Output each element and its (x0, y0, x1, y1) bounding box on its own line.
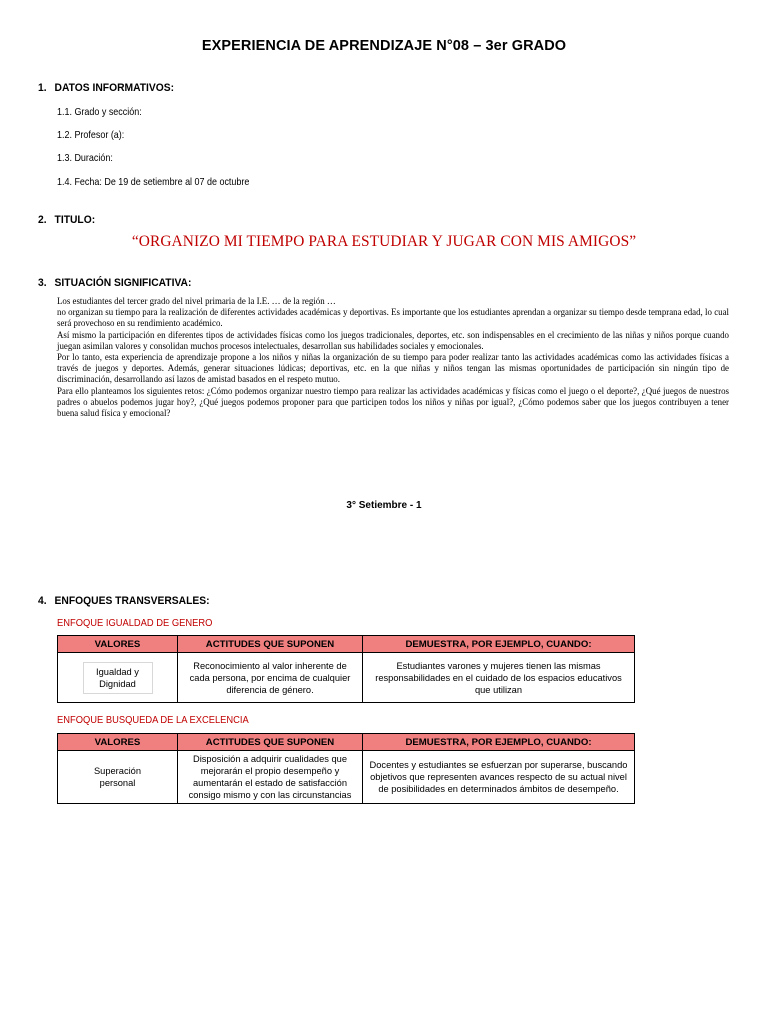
section-number: 2. (38, 214, 47, 226)
section-label: ENFOQUES TRANSVERSALES: (54, 595, 210, 607)
valor-cell (58, 653, 178, 703)
header-valores: VALORES (58, 636, 178, 653)
valor-text: Superación personal (93, 766, 142, 788)
table-row (58, 653, 635, 703)
situacion-paragraph: Los estudiantes del tercer grado del nivel primaria de la I.E. … de la región … (57, 296, 336, 306)
situacion-paragraph: Para ello planteamos los siguientes retos: ¿Cómo podemos organizar nuestro tiempo para realizar las actividades académicas y físicas como el juego o el deporte?, ¿Qué juegos de nuestros padres o abuelos podemos jugar hoy?, ¿Qué juegos podemos proponer para que participen todos los niños y niñas por igual?, ¿Cómo podemos saber que los juegos contribuyen a tener buena salud física y emocional? (57, 385, 729, 419)
section-label: DATOS INFORMATIVOS: (54, 82, 175, 94)
section-situacion-heading (38, 277, 191, 289)
header-actitudes: ACTITUDES QUE SUPONEN (178, 636, 363, 653)
enfoque-excelencia-table (57, 733, 635, 804)
header-demuestra: DEMUESTRA, POR EJEMPLO, CUANDO: (363, 734, 635, 751)
header-demuestra: DEMUESTRA, POR EJEMPLO, CUANDO: (363, 636, 635, 653)
header-actitudes: ACTITUDES QUE SUPONEN (178, 734, 363, 751)
situacion-text (57, 296, 729, 419)
valor-cell (58, 751, 178, 804)
info-grado: 1.1. Grado y sección: (57, 107, 142, 118)
actitud-cell: Reconocimiento al valor inherente de cada persona, por encima de cualquier diferencia de género. (178, 653, 363, 703)
enfoque-excelencia-title: ENFOQUE BUSQUEDA DE LA EXCELENCIA (57, 715, 249, 726)
document-title: EXPERIENCIA DE APRENDIZAJE N°08 – 3er GRADO (201, 38, 567, 54)
section-number: 4. (38, 595, 47, 607)
table-header-row (58, 734, 635, 751)
section-number: 3. (38, 277, 47, 289)
situacion-paragraph: Por lo tanto, esta experiencia de aprendizaje propone a los niños y niñas la organización de su tiempo para poder realizar tanto las actividades académicas como las actividades físicas a través de juegos y deportes. Además, generar situaciones lúdicas; deportivas, etc. en la que niñas y niños tengan las mismas oportunidades de participación sin ningún tipo de discriminación, desarrollando así lazos de amistad basados en el respeto mutuo. (57, 352, 729, 385)
section-titulo-heading (38, 214, 95, 226)
situacion-paragraph: Así mismo la participación en diferentes tipos de actividades físicas como los juegos tradicionales, deportes, etc. son indispensables en el crecimiento de las niñas y niños porque cuando juegan asimilan valores y consolidan muchos procesos intelectuales, desarrollan sus habilidades sociales y emocionales. (57, 329, 729, 351)
experience-title: “ORGANIZO MI TIEMPO PARA ESTUDIAR Y JUGAR CON MIS AMIGOS” (131, 233, 637, 250)
info-profesor: 1.2. Profesor (a): (57, 130, 125, 141)
section-enfoques-heading (38, 595, 210, 607)
page-footer-note: 3° Setiembre - 1 (346, 500, 422, 511)
situacion-paragraph: no organizan su tiempo para la realización de diferentes actividades académicas y deportivas. Es importante que los estudiantes aprendan a organizar su tiempo desde temprana edad, lo cual será provechoso en su rendimiento académico. (57, 307, 729, 329)
section-label: TITULO: (54, 214, 96, 226)
section-datos-heading (38, 82, 174, 94)
enfoque-igualdad-table (57, 635, 635, 703)
ejemplo-cell: Docentes y estudiantes se esfuerzan por superarse, buscando objetivos que representen avances respecto de su actual nivel de posibilidades en determinados ámbitos de desempeño. (363, 751, 635, 804)
actitud-cell: Disposición a adquirir cualidades que mejorarán el propio desempeño y aumentarán el estado de satisfacción consigo mismo y con las circunstancias (178, 751, 363, 804)
enfoque-igualdad-title: ENFOQUE IGUALDAD DE GENERO (57, 618, 213, 629)
valor-text: Igualdad y Dignidad (83, 662, 153, 694)
ejemplo-cell: Estudiantes varones y mujeres tienen las mismas responsabilidades en el cuidado de los espacios educativos que utilizan (363, 653, 635, 703)
table-header-row (58, 636, 635, 653)
info-fecha: 1.4. Fecha: De 19 de setiembre al 07 de octubre (57, 177, 250, 188)
header-valores: VALORES (58, 734, 178, 751)
info-duracion: 1.3. Duración: (57, 153, 113, 164)
section-label: SITUACIÓN SIGNIFICATIVA: (54, 277, 192, 289)
section-number: 1. (38, 82, 47, 94)
table-row (58, 751, 635, 804)
